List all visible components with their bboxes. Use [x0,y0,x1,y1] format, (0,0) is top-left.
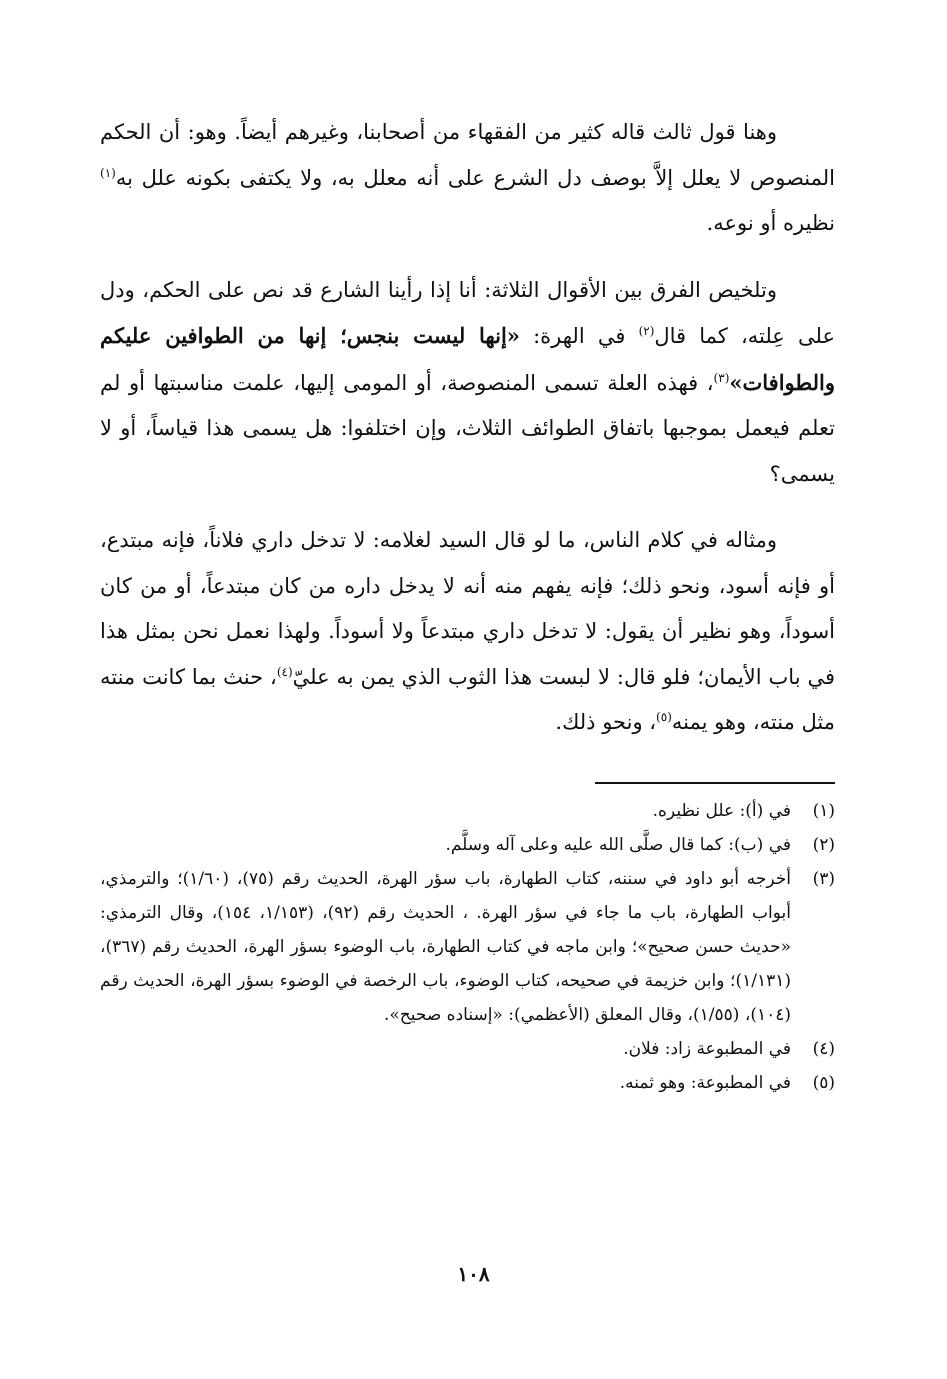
text-run: ، حنث بما كانت منته مثل منته، وهو يمنه [100,664,835,734]
footnote-number: (٥) [812,1072,835,1093]
text-run: نظيره أو نوعه. [706,211,835,235]
page-number: ١٠٨ [457,1262,490,1286]
paragraph [100,110,835,247]
footnote [100,1032,835,1066]
text-run: ومثاله في كلام الناس، ما لو قال السيد لغلامه: لا تدخل داري فلاناً، فإنه مبتدع، أو فإنه أسود، ونحو ذلك؛ فإنه يفهم منه أنه لا يدخل داره من كان مبتدعاً، أو من كان أسوداً، وهو نظير أن يقول: لا تدخل داري مبتدعاً ولا أسوداً. ولهذا نعمل نحن بمثل هذا في باب الأيمان؛ فلو قال: لا لبست هذا الثوب الذي يمن به عليّ [100,528,835,689]
footnote [100,794,835,828]
footnote-divider [595,782,835,784]
footnote-text: في المطبوعة: وهو ثمنه. [619,1072,791,1093]
footnote [100,1066,835,1100]
text-run: ، ونحو ذلك. [555,710,657,734]
footnotes [100,794,835,1100]
footnote-reference: (١) [100,165,116,180]
text-run: في الهرة: [519,324,639,348]
text-run: ، فهذه العلة تسمى المنصوصة، أو المومى إليها، علمت مناسبتها أو لم تعلم فيعمل بموجبها باتفاق الطوائف الثلاث، وإن اختلفوا: هل يسمى هذا قياساً، أو لا يسمى؟ [100,370,835,486]
footnote-text: أخرجه أبو داود في سننه، كتاب الطهارة، باب سؤر الهرة، الحديث رقم (٧٥)، (١/٦٠)؛ والترمذي، أبواب الطهارة، باب ما جاء في سؤر الهرة. ، الحديث رقم (٩٢)، (١/١٥٣، ١٥٤)، وقال الترمذي: «حديث حسن صحيح»؛ وابن ماجه في كتاب الطهارة، باب الوضوء بسؤر الهرة، الحديث رقم (٣٦٧)، (١/١٣١)؛ وابن خزيمة في صحيحه، كتاب الوضوء، باب الرخصة في الوضوء بسؤر الهرة، الحديث رقم (١٠٤)، (١/٥٥)، وقال المعلق (الأعظمي): «إسناده صحيح». [100,868,792,1025]
text-run: وهنا قول ثالث قاله كثير من الفقهاء من أصحابنا، وغيرهم أيضاً. وهو: أن الحكم المنصوص لا يعلل إلاَّ بوصف دل الشرع على أنه معلل به، ولا يكتفى بكونه علل به [100,120,835,190]
footnote-text: في (ب): كما قال صلَّى الله عليه وعلى آله وسلَّم. [445,834,791,855]
paragraph [100,518,835,746]
text-run: وتلخيص الفرق بين الأقوال الثلاثة: أنا إذا رأينا الشارع قد نص على الحكم، ودل على عِلته، كما قال [100,277,835,348]
footnote-reference: (٢) [638,324,655,338]
footnote-reference: (٥) [656,710,672,724]
footnote-reference: (٣) [713,370,730,385]
footnote [100,828,835,862]
footnote-text: في (أ): علل نظيره. [652,800,791,821]
hadith-quote: «إنها ليست بنجس؛ إنها من الطوافين عليكم والطوافات» [100,323,835,395]
footnote-number: (٤) [812,1038,835,1059]
footnote-number: (١) [812,800,835,821]
paragraph [100,268,835,498]
footnote-reference: (٤) [276,664,293,679]
footnote-number: (٣) [812,868,835,889]
body-text [100,110,835,746]
footnote [100,862,835,1032]
footnote-text: في المطبوعة زاد: فلان. [623,1038,791,1059]
footnote-number: (٢) [812,834,835,855]
page [100,110,835,1100]
